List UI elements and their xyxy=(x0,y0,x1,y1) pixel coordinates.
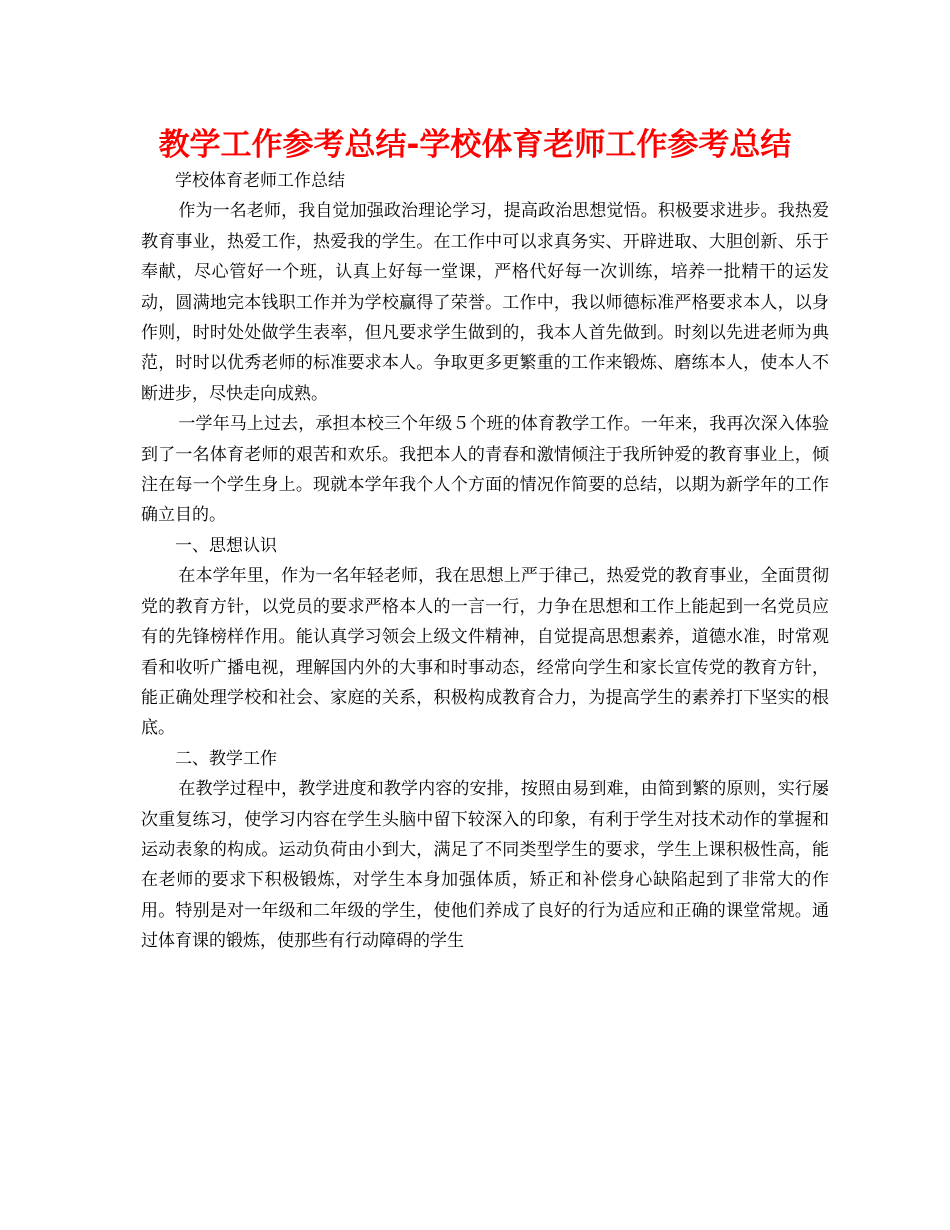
paragraph-intro: 作为一名老师，我自觉加强政治理论学习，提高政治思想觉悟。积极要求进步。我热爱教育事业，热爱工作，热爱我的学生。在工作中可以求真务实、开辟进取、大胆创新、乐于奉献，尽心管好一个班，认真上好每一堂课，严格代好每一次训练，培养一批精干的运发动，圆满地完本钱职工作并为学校赢得了荣誉。工作中，我以师德标准严格要求本人，以身作则，时时处处做学生表率，但凡要求学生做到的，我本人首先做到。时刻以先进老师为典范，时时以优秀老师的标准要求本人。争取更多更繁重的工作来锻炼、磨练本人，使本人不断进步，尽快走向成熟。 xyxy=(141,201,829,404)
section-heading-teaching: 二、教学工作 xyxy=(175,748,277,769)
paragraph-overview: 一学年马上过去，承担本校三个年级５个班的体育教学工作。一年来，我再次深入体验到了一名体育老师的艰苦和欢乐。我把本人的青春和激情倾注于我所钟爱的教育事业上，倾注在每一个学生身上。现就本学年我个人个方面的情况作简要的总结，以期为新学年的工作确立目的。 xyxy=(141,414,829,526)
document-title: 教学工作参考总结-学校体育老师工作参考总结 xyxy=(158,127,792,163)
document-subtitle: 学校体育老师工作总结 xyxy=(175,171,345,191)
document-body xyxy=(141,166,829,957)
paragraph-teaching: 在教学过程中，教学进度和教学内容的安排，按照由易到难，由简到繁的原则，实行屡次重复练习，使学习内容在学生头脑中留下较深入的印象，有利于学生对技术动作的掌握和运动表象的构成。运动负荷由小到大，满足了不同类型学生的要求，学生上课积极性高，能在老师的要求下积极锻炼，对学生本身加强体质，矫正和补偿身心缺陷起到了非常大的作用。特别是对一年级和二年级的学生，使他们养成了良好的行为适应和正确的课堂常规。通过体育课的锻炼，使那些有行动障碍的学生 xyxy=(141,779,829,952)
paragraph-thought: 在本学年里，作为一名年轻老师，我在思想上严于律己，热爱党的教育事业，全面贯彻党的教育方针，以党员的要求严格本人的一言一行，力争在思想和工作上能起到一名党员应有的先锋榜样作用。能认真学习领会上级文件精神，自觉提高思想素养，道德水准，时常观看和收听广播电视，理解国内外的大事和时事动态，经常向学生和家长宣传党的教育方针，能正确处理学校和社会、家庭的关系，积极构成教育合力，为提高学生的素养打下坚实的根底。 xyxy=(141,566,829,739)
section-heading-thought: 一、思想认识 xyxy=(175,535,277,556)
